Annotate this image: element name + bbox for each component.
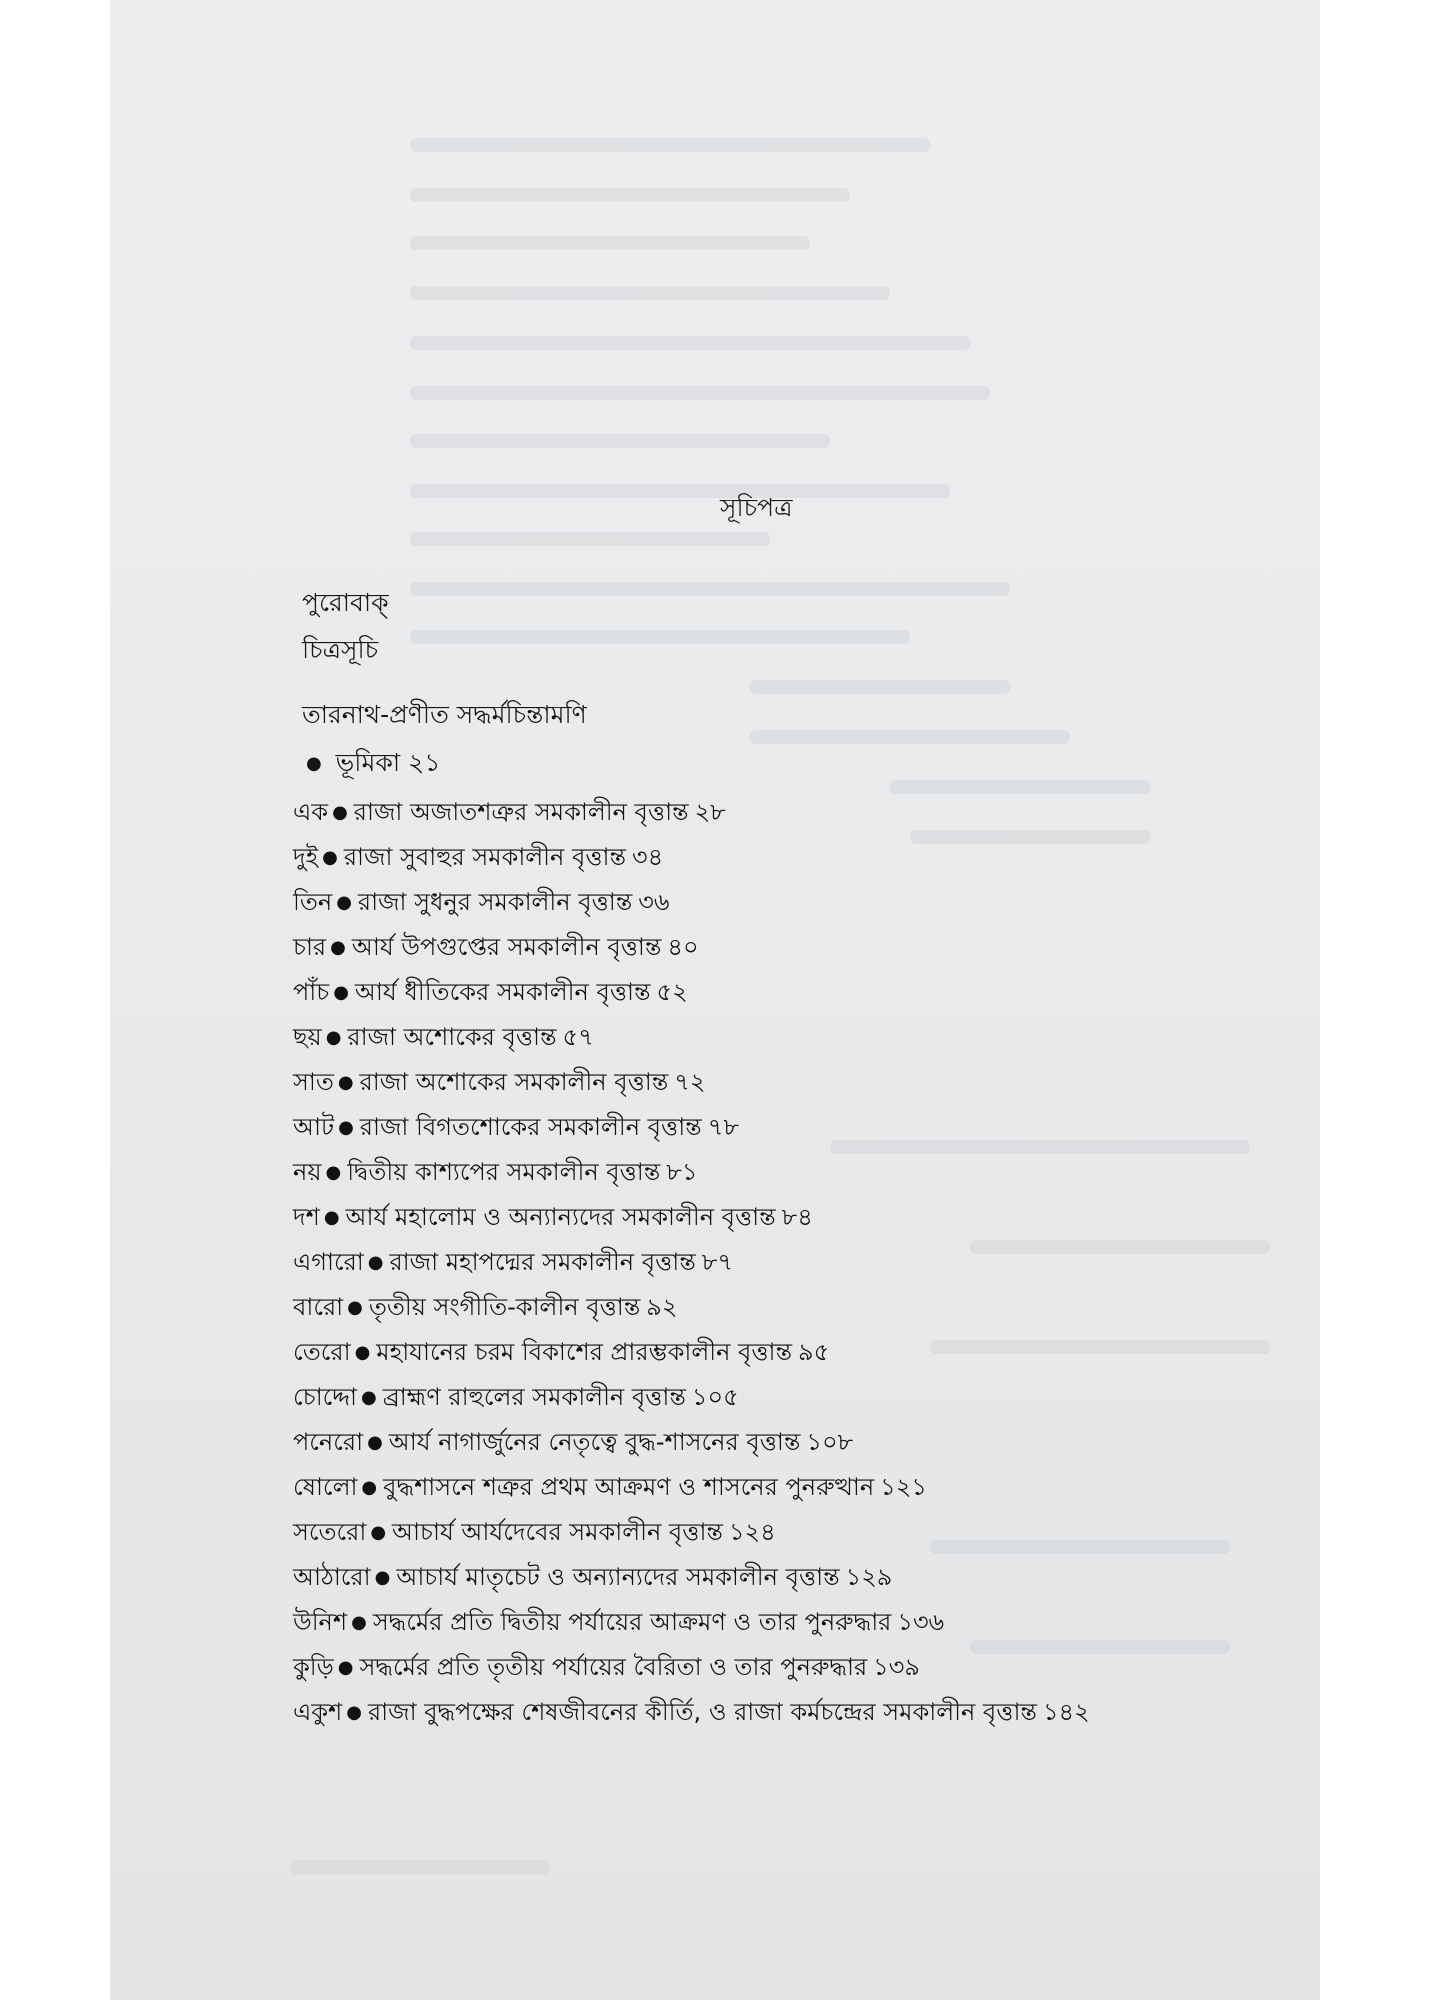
chapter-title: আচার্য আর্যদেবের সমকালীন বৃত্তান্ত	[392, 1518, 723, 1546]
chapter-number: কুড়ি	[293, 1653, 334, 1681]
chapter-page: ৫৭	[562, 1023, 594, 1051]
intro-page: ২১	[408, 748, 441, 777]
bullet-icon: ●	[332, 802, 348, 823]
chapter-page: ৩৬	[638, 888, 670, 916]
chapter-page: ৭২	[674, 1068, 706, 1096]
chapter-entry	[293, 880, 1320, 925]
bullet-icon: ●	[354, 1342, 371, 1363]
bullet-icon: ●	[330, 937, 346, 958]
chapter-number: এগারো	[293, 1248, 364, 1276]
chapter-number: উনিশ	[293, 1608, 348, 1636]
chapter-entry	[293, 1285, 1320, 1330]
chapter-number: তিন	[293, 888, 333, 916]
chapter-title: রাজা অশোকের বৃত্তান্ত	[347, 1023, 557, 1051]
chapter-title: আর্য ধীতিকের সমকালীন বৃত্তান্ত	[354, 978, 651, 1006]
chapter-entry	[293, 1375, 1320, 1420]
chapter-number: দুই	[293, 843, 319, 871]
chapter-page: ৯২	[646, 1293, 678, 1321]
chapter-page: ১৪২	[1042, 1698, 1090, 1726]
chapter-number: দশ	[293, 1203, 320, 1231]
chapter-title: রাজা অজাতশত্রুর সমকালীন বৃত্তান্ত	[353, 798, 689, 826]
chapter-number: সাত	[293, 1068, 334, 1096]
chapter-title: বুদ্ধশাসনে শত্রুর প্রথম আক্রমণ ও শাসনের পুনরুত্থান	[383, 1473, 875, 1501]
intro-label: ভূমিকা	[335, 748, 401, 777]
chapter-page: ৮৭	[701, 1248, 733, 1276]
chapter-title: সদ্ধর্মের প্রতি দ্বিতীয় পর্যায়ের আক্রমণ ও তার পুনরুদ্ধার	[372, 1608, 892, 1636]
chapter-title: আর্য উপগুপ্তের সমকালীন বৃত্তান্ত	[351, 933, 662, 961]
chapter-entry	[293, 1105, 1320, 1150]
chapter-number: একুশ	[293, 1698, 343, 1726]
page-title: সূচিপত্র	[720, 493, 793, 522]
chapter-entry	[293, 925, 1320, 970]
chapter-number: আঠারো	[293, 1563, 371, 1591]
bullet-icon: ●	[347, 1297, 363, 1318]
chapter-page: ৭৮	[707, 1113, 739, 1141]
bullet-icon: ●	[306, 753, 322, 774]
chapter-entry	[293, 1060, 1320, 1105]
chapter-number: তেরো	[293, 1338, 351, 1366]
chapter-entry	[293, 790, 1320, 835]
section-title: তারনাথ-প্রণীত সদ্ধর্মচিন্তামণি	[302, 700, 587, 729]
chapter-number: পাঁচ	[293, 978, 330, 1006]
chapter-page: ৫২	[656, 978, 688, 1006]
chapter-page: ১২৪	[728, 1518, 776, 1546]
bullet-icon: ●	[325, 1162, 342, 1183]
chapter-list	[293, 790, 1320, 1735]
chapter-page: ৯৫	[798, 1338, 830, 1366]
chapter-number: পনেরো	[293, 1428, 364, 1456]
bullet-icon: ●	[367, 1252, 384, 1273]
chapter-entry	[293, 1420, 1320, 1465]
chapter-number: বারো	[293, 1293, 344, 1321]
chapter-entry	[293, 1555, 1320, 1600]
chapter-page: ৮৪	[781, 1203, 813, 1231]
chapter-number: এক	[293, 798, 329, 826]
chapter-number: সতেরো	[293, 1518, 367, 1546]
chapter-number: চার	[293, 933, 327, 961]
bullet-icon: ●	[338, 1117, 354, 1138]
chapter-page: ১২১	[880, 1473, 927, 1501]
chapter-entry	[293, 835, 1320, 880]
front-matter-illustrations: চিত্রসূচি	[302, 635, 379, 664]
chapter-number: ছয়	[293, 1023, 322, 1051]
chapter-title: সদ্ধর্মের প্রতি তৃতীয় পর্যায়ের বৈরিতা ও তার পুনরুদ্ধার	[359, 1653, 868, 1681]
front-matter-preface: পুরোবাক্	[302, 588, 389, 617]
chapter-entry	[293, 1465, 1320, 1510]
chapter-entry	[293, 970, 1320, 1015]
chapter-title: রাজা মহাপদ্মের সমকালীন বৃত্তান্ত	[389, 1248, 696, 1276]
chapter-entry	[293, 1015, 1320, 1060]
chapter-entry	[293, 1690, 1320, 1735]
bullet-icon: ●	[351, 1612, 367, 1633]
bullet-icon: ●	[361, 1387, 377, 1408]
bullet-icon: ●	[337, 1072, 354, 1093]
chapter-number: নয়	[293, 1158, 322, 1186]
chapter-entry	[293, 1240, 1320, 1285]
bullet-icon: ●	[361, 1477, 378, 1498]
chapter-entry	[293, 1150, 1320, 1195]
bullet-icon: ●	[333, 982, 349, 1003]
chapter-page: ১২৯	[845, 1563, 893, 1591]
bullet-icon: ●	[367, 1432, 383, 1453]
chapter-entry	[293, 1600, 1320, 1645]
chapter-title: রাজা অশোকের সমকালীন বৃত্তান্ত	[359, 1068, 669, 1096]
chapter-title: রাজা সুবাহুর সমকালীন বৃত্তান্ত	[343, 843, 627, 871]
book-page	[110, 0, 1320, 2000]
chapter-title: মহাযানের চরম বিকাশের প্রারম্ভকালীন বৃত্তান্ত	[376, 1338, 793, 1366]
chapter-title: ব্রাহ্মণ রাহুলের সমকালীন বৃত্তান্ত	[382, 1383, 686, 1411]
chapter-entry	[293, 1330, 1320, 1375]
chapter-page: ৩৪	[632, 843, 664, 871]
chapter-entry	[293, 1510, 1320, 1555]
bullet-icon: ●	[370, 1522, 387, 1543]
chapter-page: ১০৮	[806, 1428, 854, 1456]
bullet-icon: ●	[346, 1702, 362, 1723]
bullet-icon: ●	[374, 1567, 391, 1588]
chapter-page: ১৩৯	[873, 1653, 920, 1681]
chapter-title: রাজা সুধনুর সমকালীন বৃত্তান্ত	[357, 888, 633, 916]
chapter-title: তৃতীয় সংগীতি-কালীন বৃত্তান্ত	[368, 1293, 641, 1321]
chapter-page: ২৮	[694, 798, 726, 826]
chapter-page: ৪০	[667, 933, 699, 961]
chapter-number: আট	[293, 1113, 335, 1141]
chapter-entry	[293, 1195, 1320, 1240]
chapter-entry	[293, 1645, 1320, 1690]
chapter-number: ষোলো	[293, 1473, 358, 1501]
chapter-number: চোদ্দো	[293, 1383, 358, 1411]
chapter-title: আচার্য মাতৃচেট ও অন্যান্যদের সমকালীন বৃত্তান্ত	[396, 1563, 840, 1591]
chapter-title: আর্য মহালোম ও অন্যান্যদের সমকালীন বৃত্তান্ত	[345, 1203, 776, 1231]
chapter-page: ৮১	[666, 1158, 698, 1186]
bullet-icon: ●	[322, 847, 338, 868]
chapter-title: দ্বিতীয় কাশ্যপের সমকালীন বৃত্তান্ত	[347, 1158, 661, 1186]
chapter-page: ১৩৬	[897, 1608, 945, 1636]
bullet-icon: ●	[323, 1207, 340, 1228]
bullet-icon: ●	[325, 1027, 342, 1048]
chapter-title: রাজা বিগতশোকের সমকালীন বৃত্তান্ত	[359, 1113, 702, 1141]
bullet-icon: ●	[337, 1657, 354, 1678]
intro-entry	[302, 743, 441, 786]
chapter-title: আর্য নাগার্জুনের নেতৃত্বে বুদ্ধ-শাসনের বৃত্তান্ত	[388, 1428, 801, 1456]
chapter-title: রাজা বুদ্ধপক্ষের শেষজীবনের কীর্তি, ও রাজা কর্মচন্দ্রের সমকালীন বৃত্তান্ত	[367, 1698, 1037, 1726]
bullet-icon: ●	[336, 892, 352, 913]
chapter-page: ১০৫	[691, 1383, 739, 1411]
